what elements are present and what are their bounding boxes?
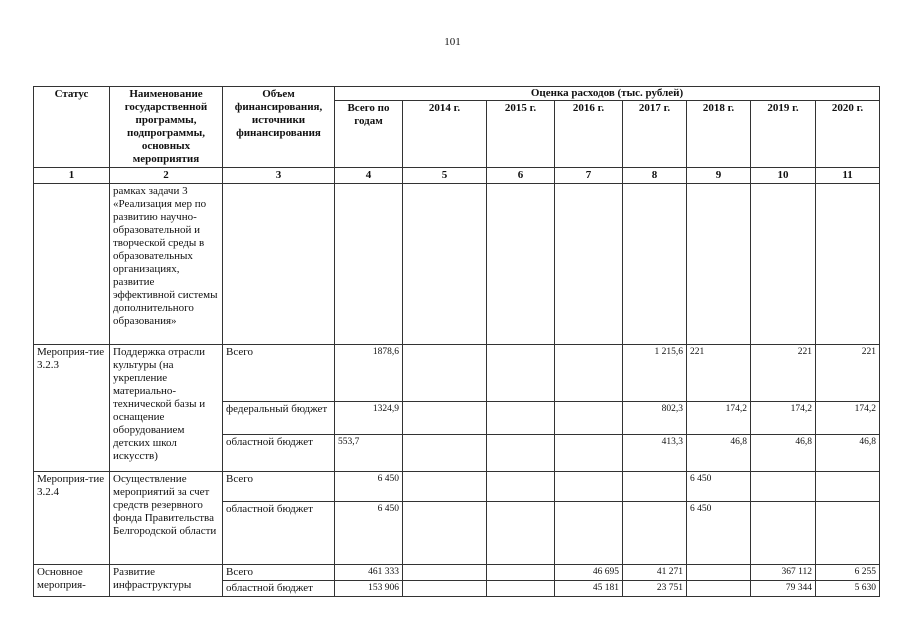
header-year-2020: 2020 г.	[816, 101, 880, 168]
table-row	[34, 345, 880, 402]
row-2020: 5 630	[816, 581, 880, 597]
row-2019: 79 344	[751, 581, 816, 597]
header-year-2017: 2017 г.	[623, 101, 687, 168]
col-num: 4	[335, 168, 403, 184]
row-name: Осуществление мероприятий за счет средств резервного фонда Правительства Белгородской области	[110, 472, 223, 565]
row-name: Развитие инфраструктуры	[110, 565, 223, 597]
header-year-2018: 2018 г.	[687, 101, 751, 168]
row-total: 6 450	[335, 502, 403, 565]
row-total: 153 906	[335, 581, 403, 597]
header-row	[34, 87, 880, 101]
row-2018: 174,2	[687, 402, 751, 435]
col-num: 7	[555, 168, 623, 184]
header-status: Статус	[34, 87, 110, 168]
table-row	[34, 565, 880, 581]
row-2017: 802,3	[623, 402, 687, 435]
row-2017: 413,3	[623, 435, 687, 472]
row-2018: 46,8	[687, 435, 751, 472]
budget-table	[33, 86, 880, 597]
column-numbers-row	[34, 168, 880, 184]
row-total: 1878,6	[335, 345, 403, 402]
header-year-2019: 2019 г.	[751, 101, 816, 168]
row-total: 553,7	[335, 435, 403, 472]
col-num: 10	[751, 168, 816, 184]
col-num: 1	[34, 168, 110, 184]
row-name: рамках задачи 3 «Реализация мер по развитию научно-образовательной и творческой среды в образовательных организациях, развитие эффективной системы дополнительного образования»	[110, 184, 223, 345]
row-2020: 221	[816, 345, 880, 402]
row-2018: 221	[687, 345, 751, 402]
row-2017: 41 271	[623, 565, 687, 581]
row-2019: 221	[751, 345, 816, 402]
table-row	[34, 472, 880, 502]
row-source: областной бюджет	[223, 502, 335, 565]
row-2017: 23 751	[623, 581, 687, 597]
col-num: 2	[110, 168, 223, 184]
row-2017: 1 215,6	[623, 345, 687, 402]
row-status: Основное мероприя-	[34, 565, 110, 597]
row-source: Всего	[223, 472, 335, 502]
col-num: 6	[487, 168, 555, 184]
col-num: 8	[623, 168, 687, 184]
row-total: 1324,9	[335, 402, 403, 435]
header-funding: Объем финансирования, источники финансирования	[223, 87, 335, 168]
row-status: Мероприя-тие 3.2.3	[34, 345, 110, 472]
row-source: федеральный бюджет	[223, 402, 335, 435]
row-total: 461 333	[335, 565, 403, 581]
row-status: Мероприя-тие 3.2.4	[34, 472, 110, 565]
col-num: 9	[687, 168, 751, 184]
col-num: 5	[403, 168, 487, 184]
header-estimate-group: Оценка расходов (тыс. рублей)	[335, 87, 880, 101]
row-2018: 6 450	[687, 472, 751, 502]
col-num: 11	[816, 168, 880, 184]
row-source: Всего	[223, 565, 335, 581]
row-2020: 6 255	[816, 565, 880, 581]
row-source: областной бюджет	[223, 581, 335, 597]
row-2016: 46 695	[555, 565, 623, 581]
header-year-2015: 2015 г.	[487, 101, 555, 168]
row-2020: 46,8	[816, 435, 880, 472]
row-2019: 367 112	[751, 565, 816, 581]
page-number: 101	[444, 36, 461, 48]
header-total: Всего по годам	[335, 101, 403, 168]
row-2020: 174,2	[816, 402, 880, 435]
col-num: 3	[223, 168, 335, 184]
row-name: Поддержка отрасли культуры (на укрепление материально-технической базы и оснащение оборудованием детских школ искусств)	[110, 345, 223, 472]
row-source: Всего	[223, 345, 335, 402]
row-2019: 174,2	[751, 402, 816, 435]
header-name: Наименование государственной программы, подпрограммы, основных мероприятия	[110, 87, 223, 168]
row-2019: 46,8	[751, 435, 816, 472]
table-row	[34, 184, 880, 345]
header-year-2016: 2016 г.	[555, 101, 623, 168]
row-source: областной бюджет	[223, 435, 335, 472]
header-year-2014: 2014 г.	[403, 101, 487, 168]
row-2018: 6 450	[687, 502, 751, 565]
row-2016: 45 181	[555, 581, 623, 597]
row-total: 6 450	[335, 472, 403, 502]
